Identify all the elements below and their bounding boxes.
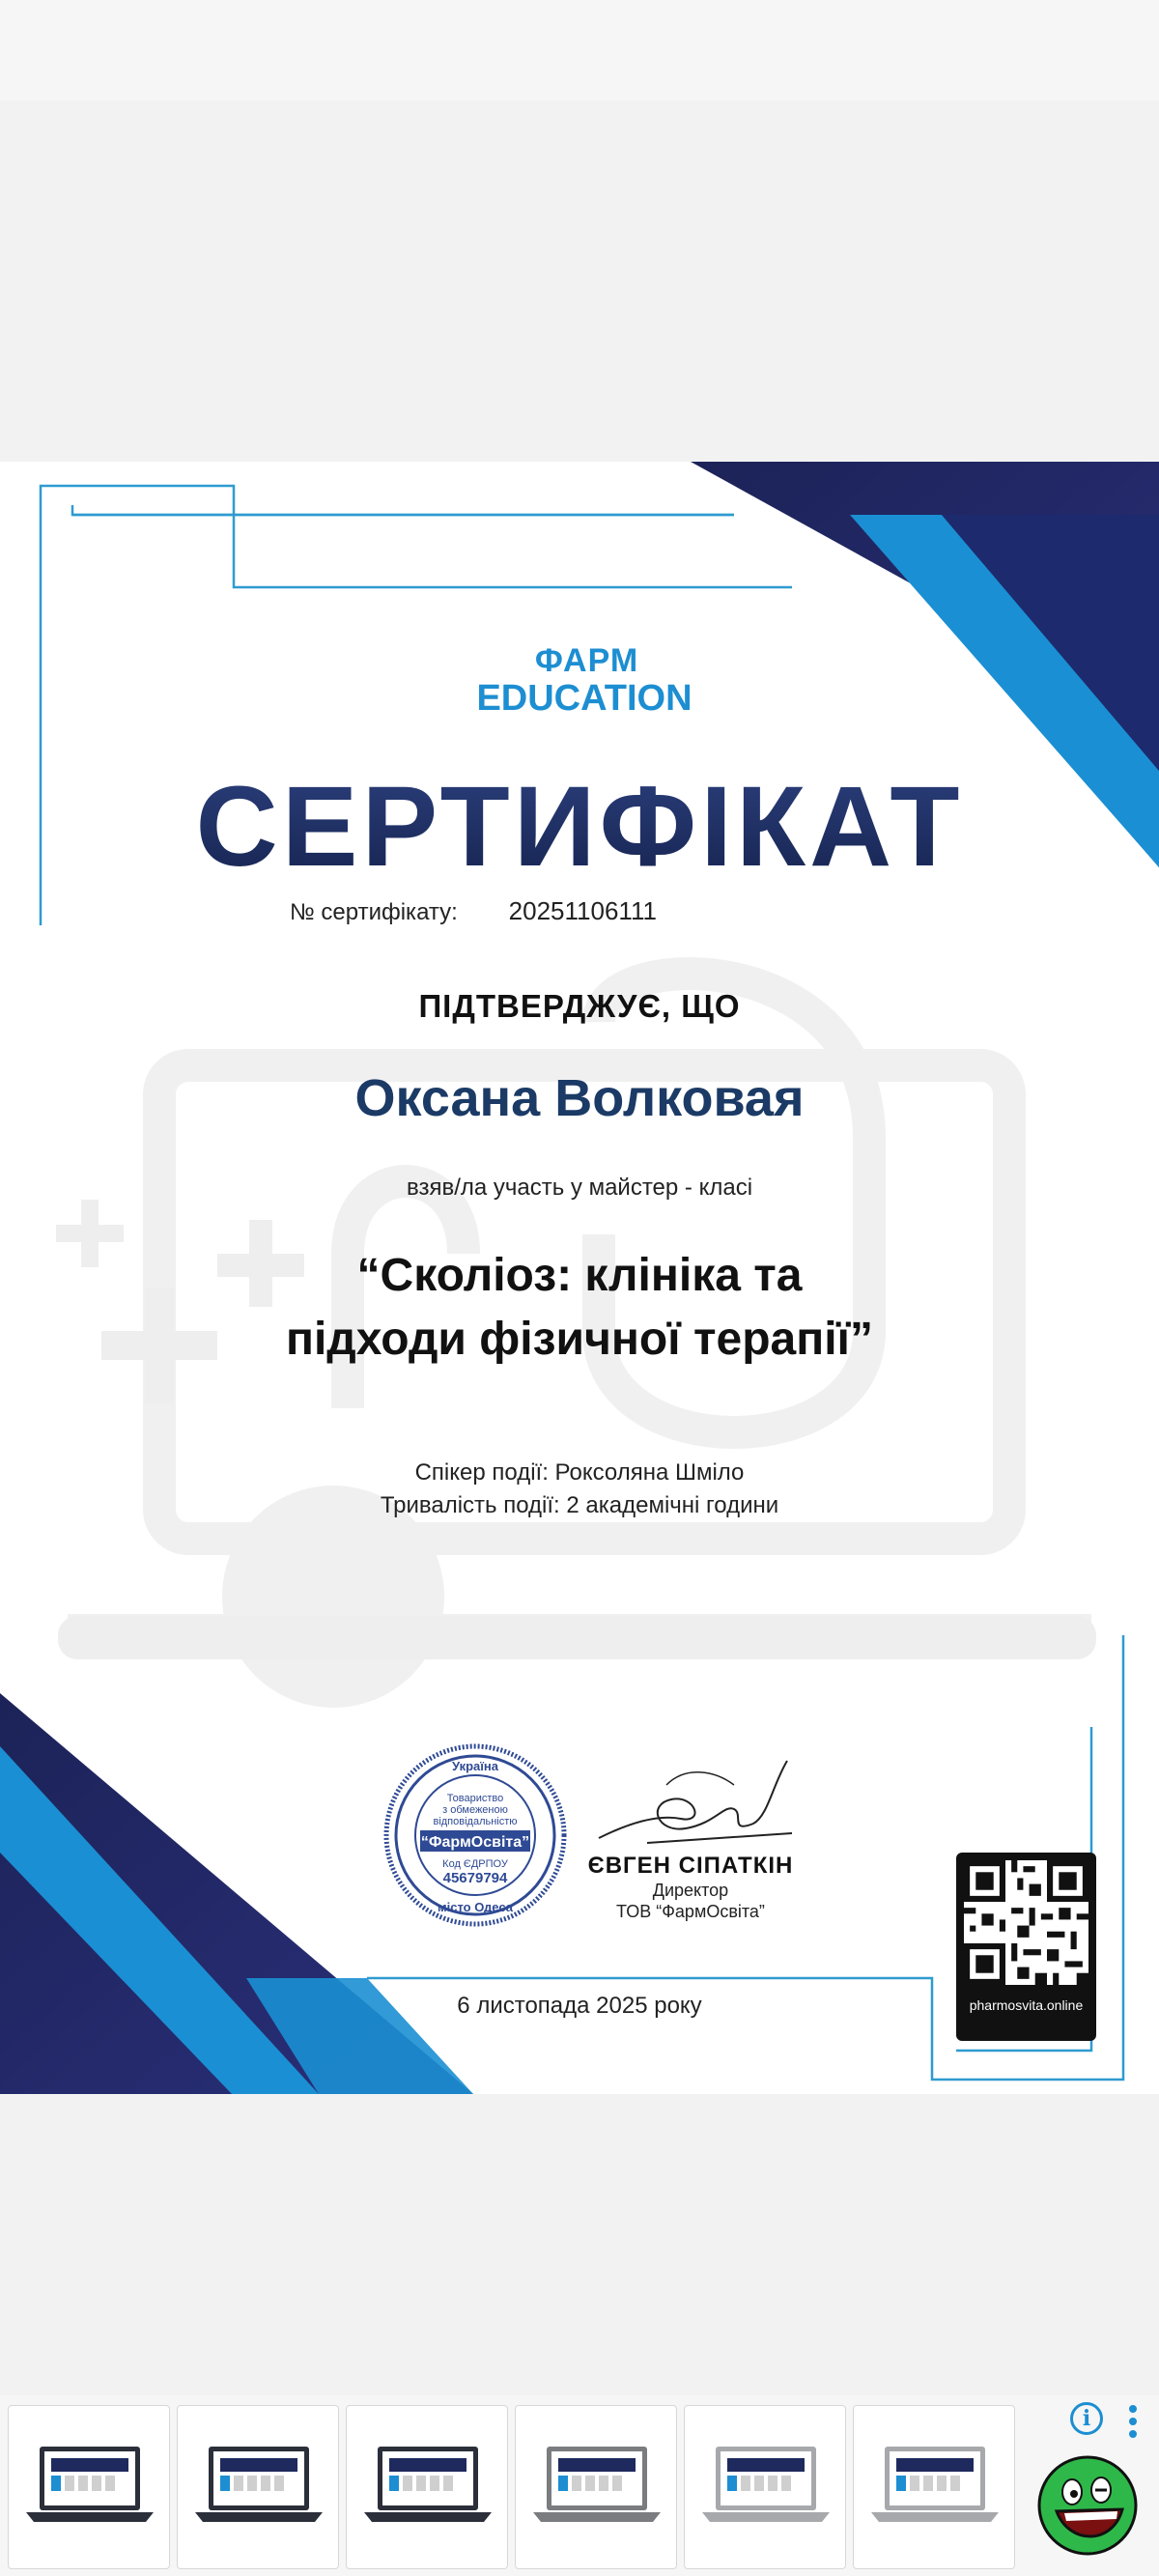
director-signature xyxy=(589,1746,802,1862)
thumbnail-6[interactable] xyxy=(853,2405,1015,2569)
certificate-number-row xyxy=(290,896,657,926)
course-title-line1: “Сколіоз: клініка та xyxy=(356,1250,803,1301)
thumbnail-1[interactable] xyxy=(8,2405,170,2569)
certificate-number-label: № сертифікату: xyxy=(290,899,458,925)
certificate-number-value: 20251106111 xyxy=(508,896,657,925)
confirms-heading: ПІДТВЕРДЖУЄ, ЩО xyxy=(418,988,741,1024)
signer-role: Директор xyxy=(652,1881,729,1900)
duration-text: Тривалість події: 2 академічні години xyxy=(380,1492,779,1518)
laptop-image xyxy=(22,2445,157,2532)
certificate-image xyxy=(0,462,1159,2094)
certificate-title xyxy=(0,751,1159,916)
pharm-education-logo xyxy=(0,643,1159,719)
svg-text:Код ЄДРПОУ: Код ЄДРПОУ xyxy=(442,1858,508,1870)
thumbnail-3[interactable] xyxy=(346,2405,508,2569)
more-icon[interactable] xyxy=(1126,2405,1140,2438)
top-bar xyxy=(0,0,1159,100)
laptop-image xyxy=(191,2445,326,2532)
course-title xyxy=(0,1244,1159,1372)
svg-text:місто Одеса: місто Одеса xyxy=(438,1900,513,1914)
certificate-date: 6 листопада 2025 року xyxy=(457,1993,702,2019)
qr-caption: pharmosvita.online xyxy=(969,1997,1084,2013)
signer-name: ЄВГЕН СІПАТКІН xyxy=(587,1853,794,1879)
participation-text: взяв/ла участь у майстер - класі xyxy=(406,1175,753,1201)
svg-text:“ФармОсвіта”: “ФармОсвіта” xyxy=(420,1834,530,1851)
laptop-image xyxy=(867,2445,1003,2532)
logo-top-text: ФАРМ xyxy=(534,642,639,679)
logo-bottom-text: EDUCATION xyxy=(476,678,693,719)
signer-company: ТОВ “ФармОсвіта” xyxy=(616,1902,765,1921)
svg-text:відповідальністю: відповідальністю xyxy=(433,1816,518,1827)
event-details xyxy=(0,1457,1159,1522)
company-stamp xyxy=(382,1741,570,1930)
svg-text:Україна: Україна xyxy=(451,1759,499,1773)
course-title-line2: підходи фізичної терапії” xyxy=(285,1314,874,1365)
speaker-text: Спікер події: Роксоляна Шміло xyxy=(414,1459,745,1486)
qr-pattern xyxy=(964,1860,1088,1985)
info-icon[interactable]: i xyxy=(1070,2402,1103,2435)
svg-text:з обмеженою: з обмеженою xyxy=(442,1804,508,1816)
thumbnail-4[interactable] xyxy=(515,2405,677,2569)
thumbnail-5[interactable] xyxy=(684,2405,846,2569)
certificate-title-text: СЕРТИФІКАТ xyxy=(195,763,964,887)
mascot-icon[interactable] xyxy=(1035,2453,1140,2558)
thumbnail-2[interactable] xyxy=(177,2405,339,2569)
title-svg xyxy=(0,751,1159,887)
signer-block xyxy=(580,1853,802,1922)
svg-text:45679794: 45679794 xyxy=(442,1870,508,1886)
laptop-image xyxy=(698,2445,834,2532)
svg-text:Товариство: Товариство xyxy=(446,1793,504,1804)
recipient-name: Оксана Волковая xyxy=(354,1069,805,1127)
laptop-image xyxy=(529,2445,664,2532)
laptop-image xyxy=(360,2445,495,2532)
